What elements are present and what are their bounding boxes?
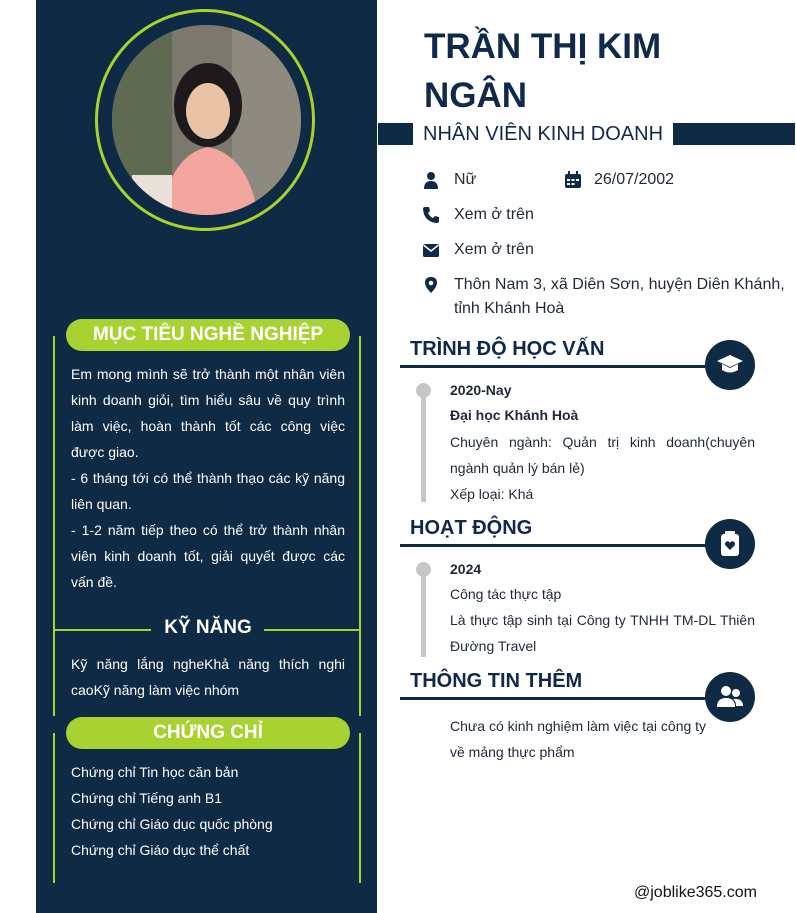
users-icon <box>715 685 745 709</box>
activities-rule <box>400 544 720 547</box>
extra-rule <box>400 697 720 700</box>
address-line-2: tỉnh Khánh Hoà <box>454 300 565 317</box>
extra-title: THÔNG TIN THÊM <box>410 670 583 692</box>
education-period: 2020-Nay <box>450 382 512 398</box>
profile-photo <box>112 25 301 215</box>
activities-name: Công tác thực tập <box>450 586 562 602</box>
gender-value: Nữ <box>454 171 477 188</box>
name-line-2: NGÂN <box>424 76 528 115</box>
skills-header <box>55 615 361 645</box>
candidate-name <box>424 22 724 120</box>
certificate-item: Chứng chỉ Giáo dục quốc phòng <box>71 816 273 832</box>
education-grade: Xếp loại: Khá <box>450 486 534 502</box>
user-icon <box>422 171 440 189</box>
phone-icon <box>422 206 440 224</box>
avatar <box>112 25 301 215</box>
email-value: Xem ở trên <box>454 241 534 258</box>
skills-text: Kỹ năng lắng ngheKhả năng thích nghi caoKỹ năng làm việc nhóm <box>71 656 345 698</box>
education-major: Chuyên ngành: Quản trị kinh doanh(chuyên ngành quản lý bán lẻ) <box>450 434 755 476</box>
education-school: Đại học Khánh Hoà <box>450 407 579 423</box>
extra-entry <box>450 713 755 765</box>
footer-watermark: @joblike365.com <box>634 884 757 901</box>
certificates-list <box>71 759 345 863</box>
objective-goal-short: - 6 tháng tới có thể thành thạo các kỹ năng liên quan. <box>71 470 345 512</box>
education-rule <box>400 365 720 368</box>
education-entry <box>450 378 755 507</box>
activities-year: 2024 <box>450 561 482 577</box>
activities-description: Là thực tập sinh tại Công ty TNHH TM-DL Thiên Đường Travel <box>450 612 755 654</box>
objective-title: MỤC TIÊU NGHỀ NGHIỆP <box>66 319 350 351</box>
graduation-cap-icon <box>716 353 744 377</box>
objective-goal-long: - 1-2 năm tiếp theo có thể trở thành nhân viên kinh doanh tốt, giải quyết được các vấn đề. <box>71 522 345 590</box>
activities-entry <box>450 557 755 659</box>
envelope-icon <box>422 241 440 259</box>
badge-icon <box>719 530 741 558</box>
education-timeline-line <box>421 390 426 502</box>
certificate-item: Chứng chỉ Tiếng anh B1 <box>71 790 223 806</box>
address-line-1: Thôn Nam 3, xã Diên Sơn, huyện Diên Khánh, <box>454 276 785 293</box>
calendar-icon <box>564 171 582 189</box>
activities-timeline-line <box>421 569 426 657</box>
extra-line-2: về mảng thực phẩm <box>450 744 575 760</box>
name-line-1: TRẦN THỊ KIM <box>424 27 662 66</box>
phone-value: Xem ở trên <box>454 206 534 223</box>
activities-title: HOẠT ĐỘNG <box>410 517 533 539</box>
address-value <box>454 273 785 321</box>
location-pin-icon <box>422 276 440 294</box>
certificates-title: CHỨNG CHỈ <box>66 717 350 749</box>
birthday-value: 26/07/2002 <box>594 171 675 188</box>
objective-summary: Em mong mình sẽ trở thành một nhân viên kinh doanh giỏi, tìm hiểu sâu về quy trình làm việc, hoàn thành tốt các công việc được giao. <box>71 366 345 460</box>
skills-title: KỸ NĂNG <box>55 617 361 639</box>
objective-text <box>71 361 345 595</box>
job-title: NHÂN VIÊN KINH DOANH <box>413 119 673 149</box>
certificate-item: Chứng chỉ Tin học căn bản <box>71 764 239 780</box>
extra-line-1: Chưa có kinh nghiệm làm việc tại công ty <box>450 718 707 734</box>
certificate-item: Chứng chỉ Giáo dục thể chất <box>71 842 250 858</box>
education-title: TRÌNH ĐỘ HỌC VẤN <box>410 338 605 360</box>
